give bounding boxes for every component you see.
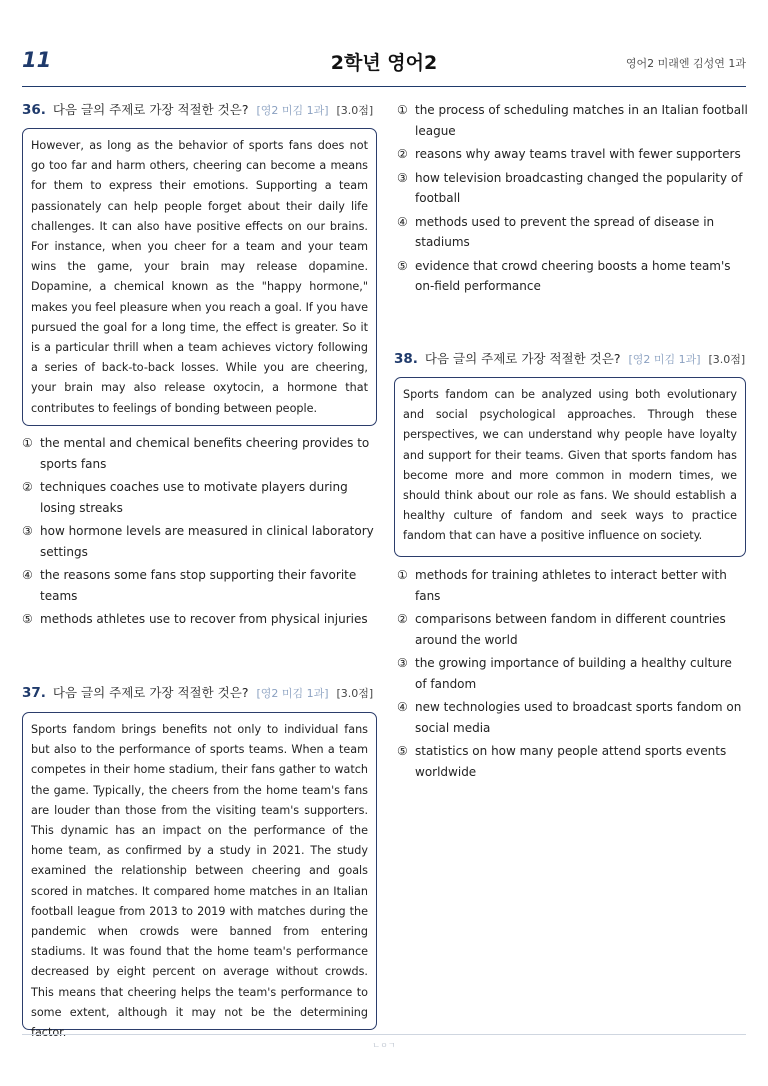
- question-38: [394, 350, 746, 785]
- passage-box: Sports fandom brings benefits not only to individual fans but also to the performance of sports teams. When a team competes in their home stadium, their fans gather to watch the game. Typically, the cheers from the home team's fans are louder than those from the visiting team's supporters. This dynamic has an impact on the performance of the home team, as confirmed by a study in 2021. The study examined the relationship between cheering and goals scored in matches. It compared home matches in an Italian football league from 2013 to 2019 with matches during the pandemic when crowds were banned from entering stadiums. It was found that the home team's performance decreased by eight percent on average without crowds. This means that cheering helps the team's performance to some extent, although it may not be the determining factor.: [22, 712, 377, 1030]
- option-marker: ⑤: [397, 258, 408, 273]
- question-source: [영2 미김 1과]: [256, 687, 329, 700]
- page-header: [22, 44, 746, 87]
- answer-option-3[interactable]: [397, 168, 749, 209]
- option-marker: ③: [397, 656, 408, 670]
- question-points: [3.0점]: [708, 353, 746, 366]
- question-prompt: 다음 글의 주제로 가장 적절한 것은?: [52, 102, 249, 117]
- option-text: statistics on how many people attend sports events worldwide: [415, 744, 727, 779]
- option-text: comparisons between fandom in different countries around the world: [415, 612, 726, 647]
- option-text: methods for training athletes to interact better with fans: [415, 568, 727, 603]
- option-text: methods athletes use to recover from physical injuries: [40, 612, 368, 626]
- answer-option-5[interactable]: [397, 741, 746, 782]
- answer-option-3[interactable]: [22, 521, 377, 562]
- option-marker: ③: [397, 170, 408, 185]
- question-source: [영2 미김 1과]: [256, 104, 329, 117]
- answer-options: [22, 433, 377, 630]
- question-number: 37.: [22, 685, 46, 701]
- passage-box: However, as long as the behavior of sports fans does not go too far and harm others, cheering can become a means for them to express their emotions. Supporting a team passionately can help people forget about their daily life challenges. It can also have positive effects on our brains. For instance, when you cheer for a team and your team wins the game, your brain may release dopamine. Dopamine, a chemical known as the "happy hormone," makes you feel pleasure when you reach a goal. If you have pursued the goal for a long time, the effect is greater. So it is a particular thrill when a team achieves victory following a series of back-to-back losses. While you are cheering, your brain may also release oxytocin, a hormone that contributes to feelings of bonding between people.: [22, 128, 377, 426]
- question-prompt: 다음 글의 주제로 가장 적절한 것은?: [424, 351, 621, 366]
- page-number: 11: [22, 48, 52, 72]
- option-text: the process of scheduling matches in an Italian football league: [415, 103, 748, 138]
- footer-mark: ㄴㅇㄱ: [372, 1041, 396, 1050]
- option-text: how hormone levels are measured in clinical laboratory settings: [40, 524, 374, 559]
- answer-option-3[interactable]: [397, 653, 746, 694]
- question-37: [22, 684, 377, 1040]
- question-header: [22, 684, 377, 702]
- answer-option-5[interactable]: [397, 256, 749, 297]
- option-marker: ⑤: [22, 612, 33, 626]
- option-text: how television broadcasting changed the popularity of football: [415, 170, 743, 205]
- question-points: [3.0점]: [336, 687, 374, 700]
- option-text: new technologies used to broadcast sports fandom on social media: [415, 700, 742, 735]
- option-text: the mental and chemical benefits cheering provides to sports fans: [40, 436, 370, 471]
- question-header: [22, 101, 377, 119]
- option-marker: ①: [397, 103, 408, 117]
- page-subtitle: 영어2 미래엔 김성연 1과: [625, 57, 746, 70]
- option-text: the growing importance of building a healthy culture of fandom: [415, 656, 732, 691]
- option-marker: ②: [397, 612, 408, 626]
- answer-option-2[interactable]: [397, 144, 749, 165]
- question-points: [3.0점]: [336, 104, 374, 117]
- answer-option-5[interactable]: [22, 609, 377, 630]
- answer-option-4[interactable]: [397, 212, 749, 253]
- option-marker: ①: [397, 568, 408, 582]
- option-marker: ①: [22, 436, 33, 450]
- question-number: 36.: [22, 102, 46, 118]
- answer-option-1[interactable]: [397, 565, 746, 606]
- footer-divider: [22, 1034, 746, 1035]
- passage-box: Sports fandom can be analyzed using both evolutionary and social psychological approaches. Through these perspectives, we can understand why people have loyalty and support for their teams. Given that sports fandom has become more and more common in modern times, we should think about our role as fans. We should establish a healthy culture of fandom and seek ways to practice fandom that can have a positive influence on society.: [394, 377, 746, 557]
- option-marker: ⑤: [397, 744, 408, 758]
- answer-options: [397, 565, 746, 782]
- option-text: reasons why away teams travel with fewer supporters: [415, 147, 741, 161]
- answer-options: [397, 100, 749, 297]
- question-number: 38.: [394, 351, 418, 367]
- answer-option-4[interactable]: [22, 565, 377, 606]
- answer-option-1[interactable]: [397, 100, 749, 141]
- option-text: techniques coaches use to motivate players during losing streaks: [40, 480, 348, 515]
- option-marker: ④: [397, 214, 408, 229]
- option-text: methods used to prevent the spread of disease in stadiums: [415, 214, 715, 249]
- option-marker: ④: [397, 700, 408, 714]
- answer-option-2[interactable]: [397, 609, 746, 650]
- answer-option-4[interactable]: [397, 697, 746, 738]
- question-prompt: 다음 글의 주제로 가장 적절한 것은?: [52, 685, 249, 700]
- option-marker: ②: [22, 480, 33, 494]
- page-title: 2학년 영어2: [330, 52, 438, 74]
- question-37-options: [397, 100, 749, 300]
- answer-option-1[interactable]: [22, 433, 377, 474]
- question-source: [영2 미김 1과]: [628, 353, 701, 366]
- option-text: the reasons some fans stop supporting their favorite teams: [40, 568, 357, 603]
- option-marker: ④: [22, 568, 33, 582]
- answer-option-2[interactable]: [22, 477, 377, 518]
- option-marker: ③: [22, 524, 33, 538]
- option-text: evidence that crowd cheering boosts a home team's on-field performance: [415, 258, 731, 293]
- option-marker: ②: [397, 147, 408, 161]
- question-36: [22, 101, 377, 633]
- question-header: [394, 350, 746, 368]
